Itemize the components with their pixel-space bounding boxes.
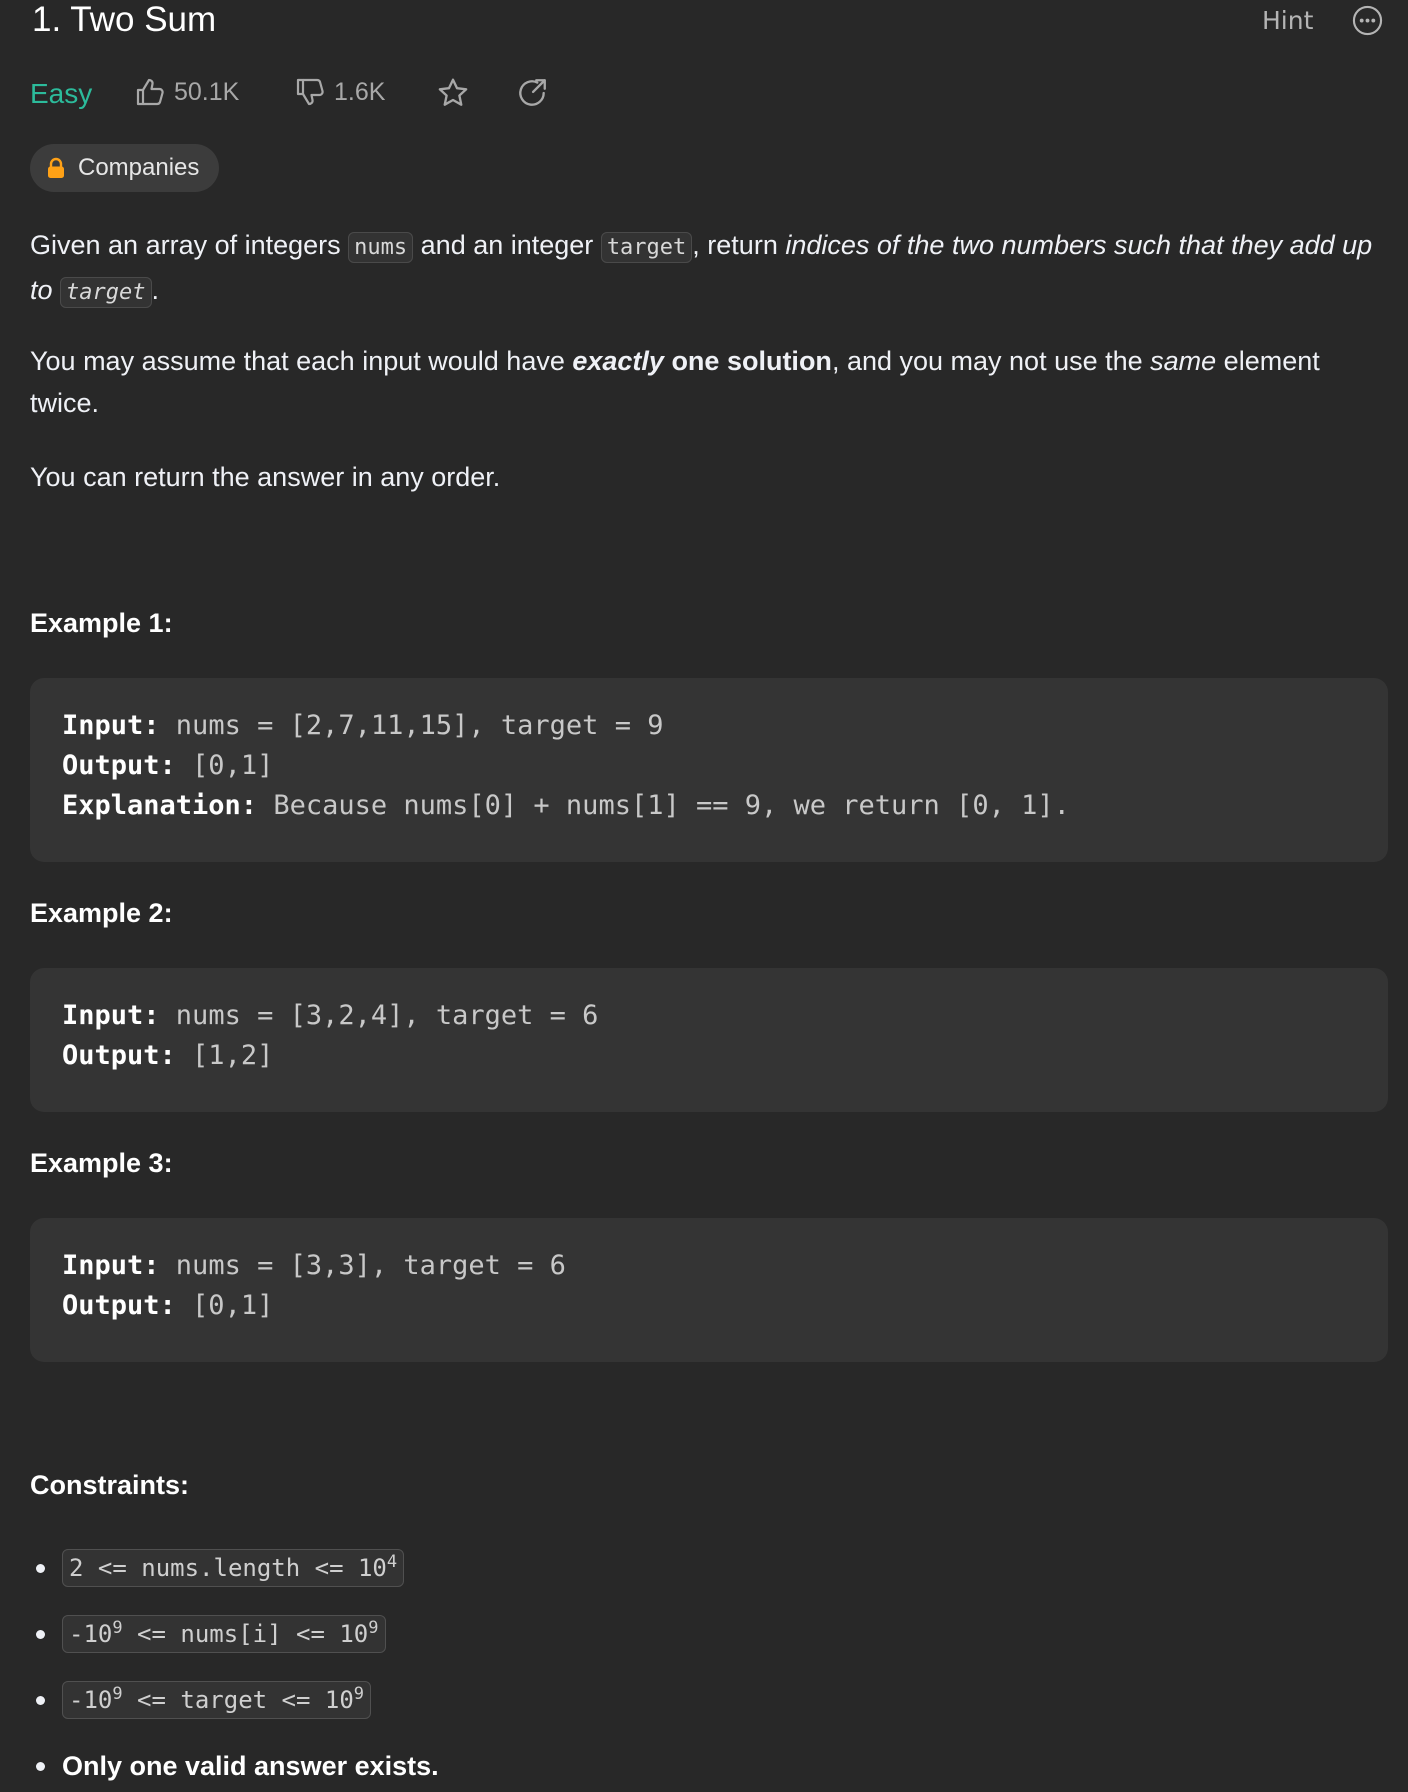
description-paragraph-2 bbox=[30, 340, 1370, 424]
dislikes-count: 1.6K bbox=[334, 77, 386, 106]
problem-title[interactable]: 1. Two Sum bbox=[32, 0, 217, 39]
desc-text: and an integer bbox=[413, 230, 601, 260]
inline-code-target: target bbox=[601, 232, 692, 263]
output-value: [1,2] bbox=[175, 1040, 274, 1071]
like-button[interactable] bbox=[134, 76, 239, 108]
constraint-text: <= nums[i] <= 10 bbox=[122, 1620, 369, 1648]
constraint-item bbox=[30, 1733, 1030, 1792]
explanation-label: Explanation: bbox=[62, 790, 258, 821]
input-value: nums = [2,7,11,15], target = 9 bbox=[159, 710, 664, 741]
constraint-text: -10 bbox=[69, 1686, 113, 1714]
problem-meta-row bbox=[30, 72, 1030, 120]
input-label: Input: bbox=[62, 710, 160, 741]
input-label: Input: bbox=[62, 1250, 160, 1281]
constraints-list bbox=[30, 1535, 1030, 1792]
output-label: Output: bbox=[62, 1290, 176, 1321]
constraint-code bbox=[62, 1549, 404, 1587]
constraint-text: <= target <= 10 bbox=[122, 1686, 354, 1714]
hint-button[interactable]: Hint bbox=[1262, 6, 1314, 35]
desc-strong: one solution bbox=[663, 346, 832, 376]
star-icon bbox=[436, 76, 470, 110]
companies-label: Companies bbox=[78, 154, 200, 181]
inline-code-target: target bbox=[60, 277, 151, 308]
constraint-exponent: 9 bbox=[368, 1618, 379, 1638]
output-value: [0,1] bbox=[175, 750, 274, 781]
thumbs-down-icon bbox=[294, 76, 326, 108]
desc-text: , and you may not use the bbox=[831, 346, 1151, 376]
share-button[interactable] bbox=[515, 76, 549, 110]
bullet bbox=[36, 1762, 45, 1771]
input-value: nums = [3,3], target = 6 bbox=[159, 1250, 566, 1281]
inline-code-nums: nums bbox=[348, 232, 413, 263]
desc-text: element twice. bbox=[30, 346, 1320, 418]
lock-icon bbox=[46, 157, 66, 179]
example-2-title: Example 2: bbox=[30, 898, 173, 928]
description-paragraph-3: You can return the answer in any order. bbox=[30, 462, 501, 492]
dislike-button[interactable] bbox=[294, 76, 385, 108]
share-icon bbox=[515, 76, 549, 110]
constraint-exponent: 9 bbox=[112, 1684, 123, 1704]
output-label: Output: bbox=[62, 1040, 176, 1071]
constraint-item bbox=[30, 1667, 1030, 1733]
desc-text: Given an array of integers bbox=[30, 230, 349, 260]
constraint-item bbox=[30, 1601, 1030, 1667]
more-icon[interactable] bbox=[1352, 5, 1383, 36]
constraint-text: 2 <= nums.length <= 10 bbox=[69, 1554, 387, 1582]
companies-tag[interactable] bbox=[30, 144, 219, 192]
desc-text: , return bbox=[692, 230, 786, 260]
bullet bbox=[36, 1564, 45, 1573]
bullet bbox=[36, 1696, 45, 1705]
description-paragraph-1 bbox=[30, 224, 1400, 314]
constraint-text: Only one valid answer exists. bbox=[62, 1750, 439, 1781]
difficulty-badge: Easy bbox=[30, 78, 93, 109]
output-value: [0,1] bbox=[175, 1290, 274, 1321]
constraint-code bbox=[62, 1615, 386, 1653]
example-3-block bbox=[30, 1218, 1388, 1362]
constraints-title: Constraints: bbox=[30, 1470, 190, 1500]
desc-text: You may assume that each input would have bbox=[30, 346, 573, 376]
constraint-exponent: 9 bbox=[112, 1618, 123, 1638]
example-1-title: Example 1: bbox=[30, 608, 173, 638]
favorite-button[interactable] bbox=[436, 76, 470, 110]
thumbs-up-icon bbox=[134, 76, 166, 108]
constraint-item bbox=[30, 1535, 1030, 1601]
example-3-title: Example 3: bbox=[30, 1148, 173, 1178]
example-1-block bbox=[30, 678, 1388, 862]
bullet bbox=[36, 1630, 45, 1639]
desc-text: . bbox=[151, 275, 160, 305]
constraint-exponent: 4 bbox=[386, 1552, 398, 1572]
desc-emphasis: indices of the two numbers such that they add up to bbox=[30, 230, 1373, 305]
constraint-text: -10 bbox=[69, 1620, 113, 1648]
desc-emphasis: same bbox=[1150, 346, 1217, 376]
input-label: Input: bbox=[62, 1000, 160, 1031]
constraint-exponent: 9 bbox=[353, 1684, 365, 1704]
explanation-value: Because nums[0] + nums[1] == 9, we return [0, 1]. bbox=[257, 790, 1070, 821]
likes-count: 50.1K bbox=[174, 77, 240, 106]
desc-strong-emphasis: exactly bbox=[572, 346, 664, 376]
constraint-code bbox=[62, 1681, 371, 1719]
output-label: Output: bbox=[62, 750, 176, 781]
example-2-block bbox=[30, 968, 1388, 1112]
input-value: nums = [3,2,4], target = 6 bbox=[159, 1000, 599, 1031]
title-row bbox=[30, 0, 1390, 44]
